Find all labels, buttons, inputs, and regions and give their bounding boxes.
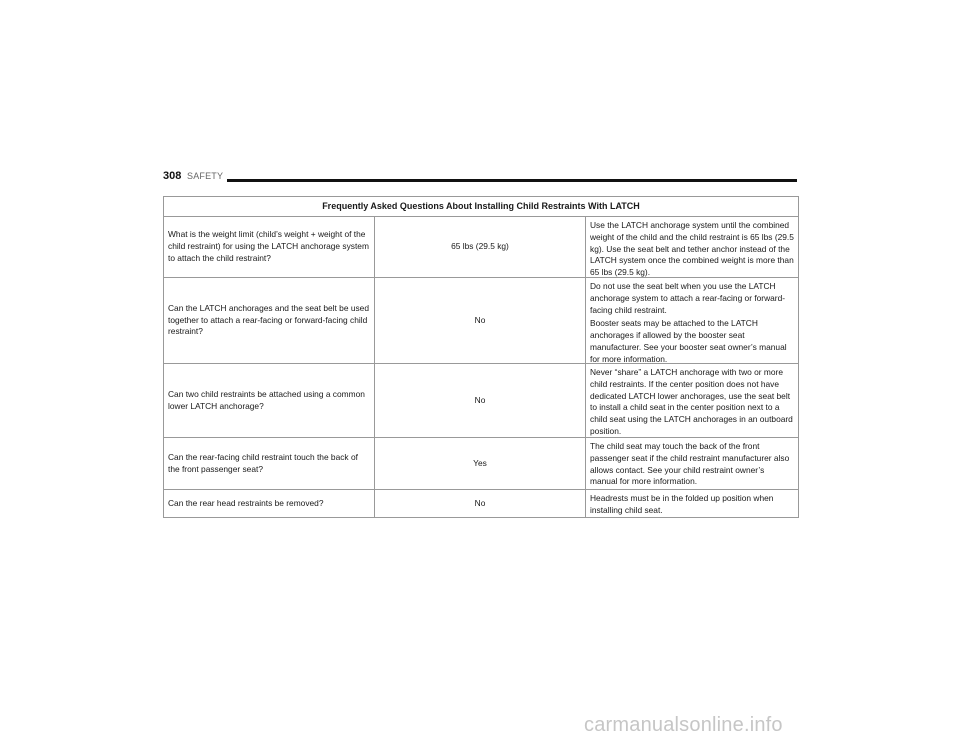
- table-row: [164, 217, 798, 278]
- explanation-text: Headrests must be in the folded up position when installing child seat.: [590, 493, 774, 515]
- answer-cell: No: [375, 364, 586, 437]
- explanation-text: Never “share” a LATCH anchorage with two or more child restraints. If the center position does not have dedicated LATCH lower anchorages, use the seat belt to install a child seat in the center position next to a child seat using the LATCH anchorages in an outboard position.: [590, 367, 793, 436]
- answer-cell: 65 lbs (29.5 kg): [375, 217, 586, 277]
- explanation-cell: [586, 364, 798, 437]
- question-cell: Can the LATCH anchorages and the seat belt be used together to attach a rear-facing or forward-facing child restraint?: [164, 278, 375, 363]
- explanation-cell: [586, 490, 798, 517]
- question-cell: Can two child restraints be attached using a common lower LATCH anchorage?: [164, 364, 375, 437]
- answer-cell: No: [375, 490, 586, 517]
- answer-cell: No: [375, 278, 586, 363]
- question-cell: Can the rear head restraints be removed?: [164, 490, 375, 517]
- table-title: Frequently Asked Questions About Installing Child Restraints With LATCH: [164, 197, 798, 217]
- question-cell: Can the rear-facing child restraint touch the back of the front passenger seat?: [164, 438, 375, 489]
- question-cell: What is the weight limit (child’s weight + weight of the child restraint) for using the LATCH anchorage system to attach the child restraint?: [164, 217, 375, 277]
- table-row: [164, 364, 798, 438]
- section-title: SAFETY: [187, 171, 224, 181]
- explanation-cell: [586, 278, 798, 363]
- explanation-text: Booster seats may be attached to the LATCH anchorages if allowed by the booster seat manufacturer. See your booster seat owner’s manual for more information.: [590, 318, 787, 364]
- explanation-text: Use the LATCH anchorage system until the combined weight of the child and the child restraint is 65 lbs (29.5 kg). Use the seat belt and tether anchor instead of the LATCH system once the combined weight is more than 65 lbs (29.5 kg).: [590, 220, 794, 278]
- explanation-cell: [586, 217, 798, 277]
- explanation-text: Do not use the seat belt when you use the LATCH anchorage system to attach a rear-facing or forward-facing child restraint.: [590, 281, 786, 315]
- faq-table: [163, 196, 799, 518]
- page-number: 308: [163, 170, 182, 182]
- table-row: [164, 490, 798, 517]
- table-row: [164, 438, 798, 490]
- table-row: [164, 278, 798, 364]
- page-header: [163, 170, 797, 186]
- watermark: carmanualsonline.info: [584, 714, 783, 736]
- explanation-cell: [586, 438, 798, 489]
- explanation-text: The child seat may touch the back of the front passenger seat if the child restraint manufacturer also allows contact. See your child restraint owner’s manual for more information.: [590, 441, 790, 487]
- answer-cell: Yes: [375, 438, 586, 489]
- header-rule: [227, 179, 797, 182]
